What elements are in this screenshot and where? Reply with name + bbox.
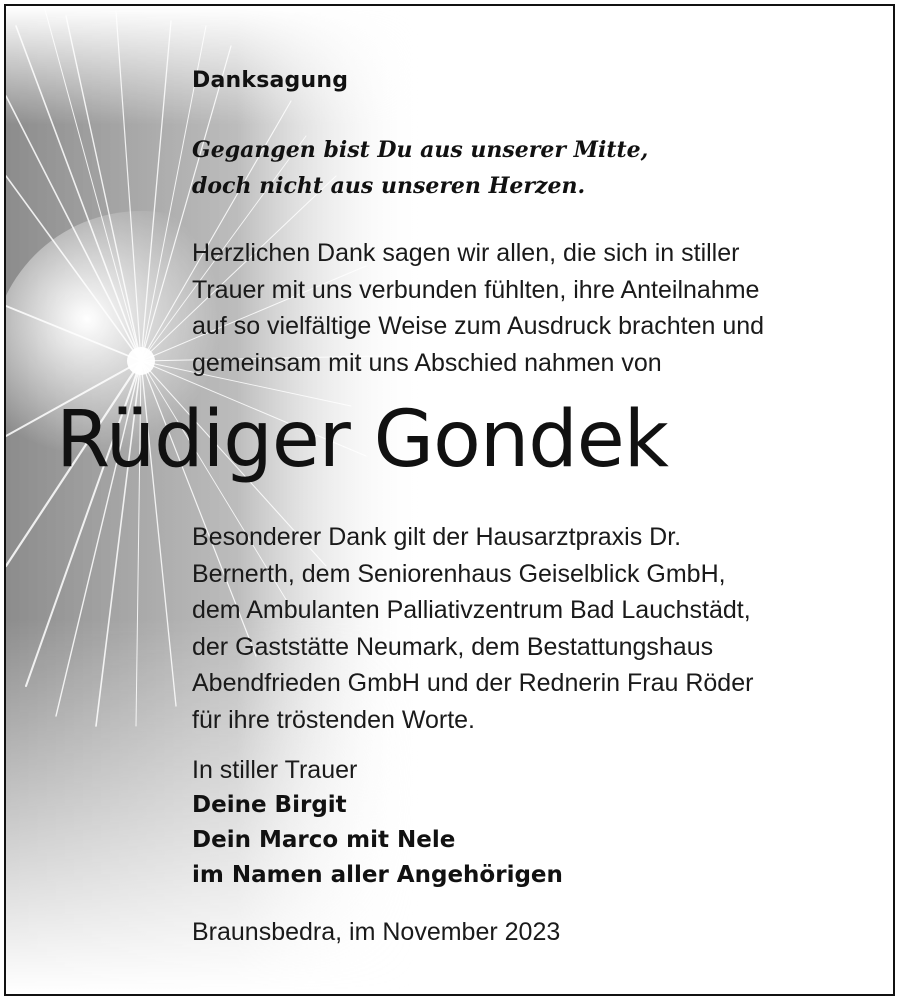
thanks-line: Besonderer Dank gilt der Hausarztpraxis Dr. [192,523,682,551]
thanks-paragraph [192,519,753,738]
motto-line: Gegangen bist Du aus unserer Mitte, [192,137,649,163]
motto-verse [192,132,648,204]
signers-block [192,788,563,893]
intro-line: Herzlichen Dank sagen wir allen, die sich in stiller [192,239,740,267]
thanks-line: dem Ambulanten Palliativzentrum Bad Lauchstädt, [192,596,751,624]
notice-content [6,6,893,994]
thanks-line: der Gaststätte Neumark, dem Bestattungshaus [192,632,714,661]
obituary-notice [4,4,895,996]
thanks-line: Abendfrieden GmbH und der Rednerin Frau Röder [192,669,754,697]
intro-paragraph [192,235,764,381]
thanks-line: für ihre tröstenden Worte. [192,705,476,734]
signer-line: Dein Marco mit Nele [192,827,456,853]
intro-line: auf so vielfältige Weise zum Ausdruck brachten und [192,312,765,340]
deceased-name: Rüdiger Gondek [56,395,668,485]
place-and-date: Braunsbedra, im November 2023 [192,918,561,946]
signer-line: Deine Birgit [192,792,347,818]
notice-heading: Danksagung [192,68,349,93]
mourning-line: In stiller Trauer [192,756,358,784]
motto-line: doch nicht aus unseren Herzen. [192,173,586,199]
signer-line: im Namen aller Angehörigen [192,862,563,888]
thanks-line: Bernerth, dem Seniorenhaus Geiselblick GmbH, [192,559,726,588]
intro-line: Trauer mit uns verbunden fühlten, ihre Anteilnahme [192,275,760,304]
intro-line: gemeinsam mit uns Abschied nahmen von [192,348,662,377]
